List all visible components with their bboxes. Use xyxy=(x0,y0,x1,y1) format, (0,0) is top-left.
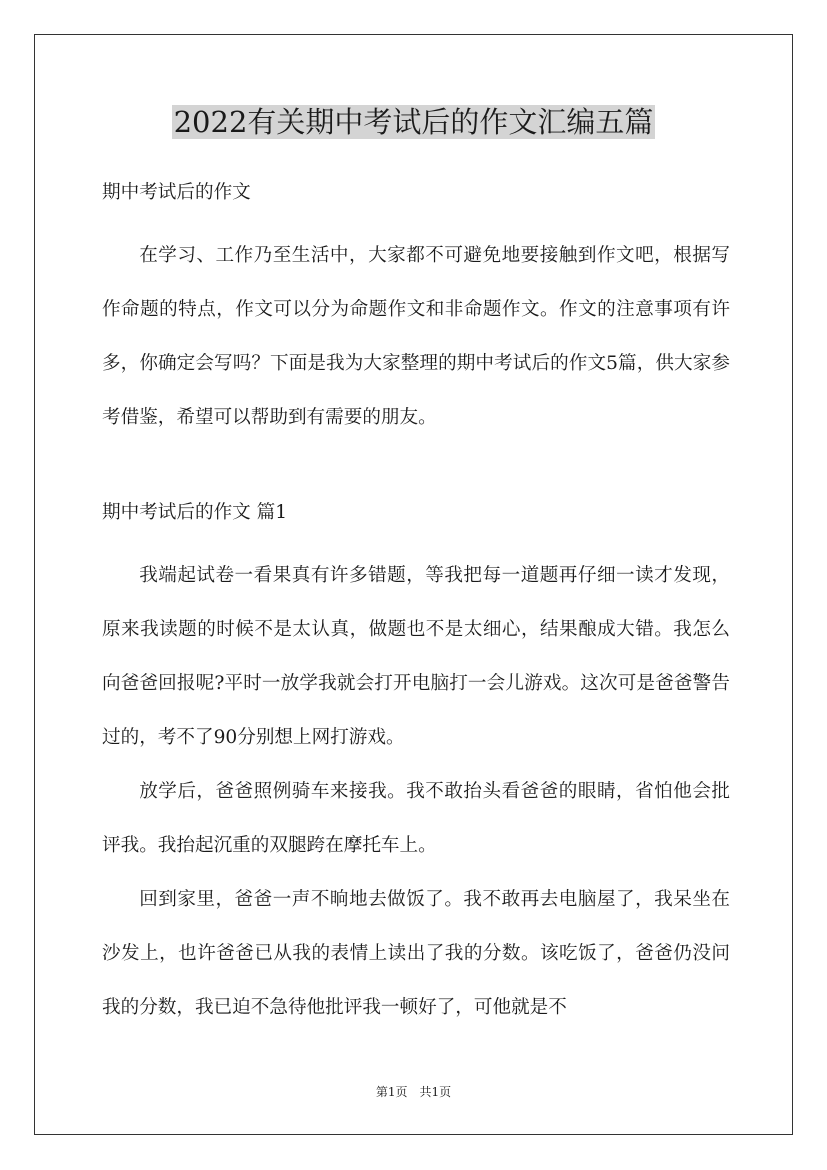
document-title xyxy=(0,100,827,144)
intro-heading: 期中考试后的作文 xyxy=(102,182,251,203)
section-paragraph-2: 放学后，爸爸照例骑车来接我。我不敢抬头看爸爸的眼睛，省怕他会批评我。我抬起沉重的双腿跨在摩托车上。 xyxy=(102,781,730,856)
spacer xyxy=(102,211,730,229)
spacer xyxy=(102,445,730,495)
intro-paragraph: 在学习、工作乃至生活中，大家都不可避免地要接触到作文吧，根据写作命题的特点，作文可以分为命题作文和非命题作文。作文的注意事项有许多，你确定会写吗？下面是我为大家整理的期中考试后的作文5篇，供大家参考借鉴，希望可以帮助到有需要的朋友。 xyxy=(102,245,730,428)
section-paragraph-3: 回到家里，爸爸一声不晌地去做饭了。我不敢再去电脑屋了，我呆坐在沙发上，也许爸爸已从我的表情上读出了我的分数。该吃饭了，爸爸仍没问我的分数，我已迫不急待他批评我一顿好了，可他就是不 xyxy=(102,889,730,1018)
spacer xyxy=(102,531,730,549)
document-body xyxy=(102,175,730,1035)
document-title-text: 2022有关期中考试后的作文汇编五篇 xyxy=(173,105,654,139)
section-paragraph-1: 我端起试卷一看果真有许多错题，等我把每一道题再仔细一读才发现，原来我读题的时候不是太认真，做题也不是太细心，结果酿成大错。我怎么向爸爸回报呢?平时一放学我就会打开电脑打一会儿游戏。这次可是爸爸警告过的，考不了90分别想上网打游戏。 xyxy=(102,565,730,748)
page-number: 第1页 共1页 xyxy=(375,1085,452,1099)
section-heading: 期中考试后的作文 篇1 xyxy=(102,502,288,523)
